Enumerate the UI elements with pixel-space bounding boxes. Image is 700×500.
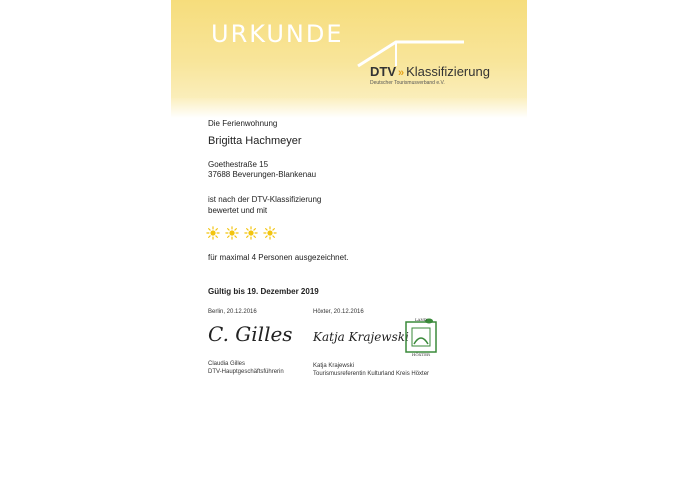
statement-line-1: ist nach der DTV-Klassifizierung — [208, 195, 322, 204]
seal-top-text: LAND — [414, 317, 428, 322]
left-signer-name: Claudia Gilles — [208, 361, 246, 367]
left-signature: C. Gilles — [208, 322, 293, 346]
dtv-subline: Deutscher Tourismusverband e.V. — [370, 80, 445, 86]
certificate-title: URKUNDE — [211, 20, 344, 48]
persons-text: für maximal 4 Personen ausgezeichnet. — [208, 253, 349, 262]
certificate — [171, 0, 527, 500]
dtv-logo-name: Klassifizierung — [406, 64, 490, 79]
star-icon — [225, 226, 239, 240]
star-icon — [244, 226, 258, 240]
right-place-date: Höxter, 20.12.2016 — [313, 309, 364, 315]
dtv-brand: DTV — [370, 64, 396, 79]
dtv-logo — [370, 64, 490, 79]
address-city: 37688 Beverungen-Blankenau — [208, 170, 317, 179]
right-signature: Katja Krajewski — [313, 330, 409, 344]
left-signer-role: DTV-Hauptgeschäftsführerin — [208, 369, 284, 375]
property-type-label: Die Ferienwohnung — [208, 119, 278, 128]
star-rating — [206, 226, 277, 240]
seal-bottom-text: HÖXTER — [411, 352, 431, 357]
owner-name: Brigitta Hachmeyer — [208, 135, 302, 147]
header-banner — [171, 0, 527, 103]
statement-line-2: bewertet und mit — [208, 206, 268, 215]
chevron-icon: » — [398, 67, 405, 79]
kulturland-seal-icon — [403, 316, 439, 358]
right-signer-name: Katja Krajewski — [313, 363, 355, 369]
validity-text: Gültig bis 19. Dezember 2019 — [208, 287, 319, 296]
left-place-date: Berlin, 20.12.2016 — [208, 309, 257, 315]
star-icon — [263, 226, 277, 240]
address-street: Goethestraße 15 — [208, 160, 269, 169]
right-signer-role: Tourismusreferentin Kulturland Kreis Höxter — [313, 371, 430, 377]
star-icon — [206, 226, 220, 240]
